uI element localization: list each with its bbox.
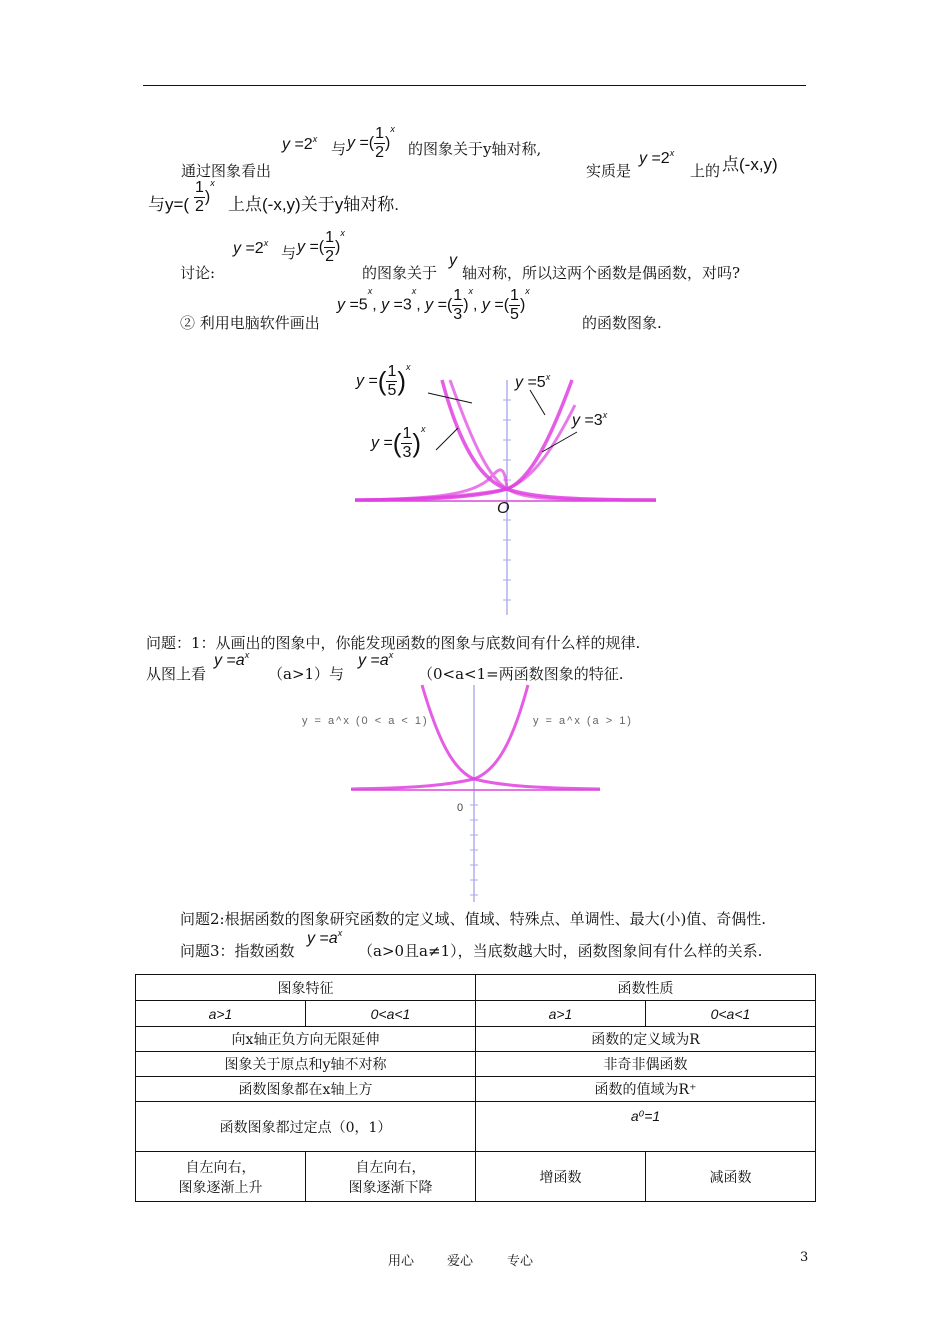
discuss-text: 的图象关于 (362, 264, 438, 282)
discuss-tail: 轴对称，所以这两个函数是偶函数，对吗? (462, 264, 741, 282)
footer-left: 用心 (388, 1254, 415, 1269)
footer-mid: 爱心 (447, 1254, 474, 1269)
label-one-third: y =( $\frac{1}{3}$ )$^x$ (371, 424, 426, 461)
cond-a-gt-1-right: a>1 (476, 1001, 646, 1027)
leader-five (530, 390, 545, 415)
row-domain-feature: 向x轴正负方向无限延伸 (136, 1027, 476, 1052)
properties-table (135, 974, 816, 1202)
discuss-label: 讨论: (180, 264, 216, 282)
discuss-axis: y (449, 252, 457, 269)
header-properties: 函数性质 (476, 975, 816, 1001)
monotonic-rising-a: 自左向右， (185, 1159, 256, 1176)
footer-right: 专心 (507, 1254, 534, 1269)
row-monotonic-a-lt-1 (305, 1152, 475, 1202)
origin-label-1: O (497, 500, 510, 517)
question-1: 问题：1：从画出的图象中，你能发现函数的图象与底数间有什么样的规律. (146, 634, 641, 652)
monotonic-falling-b: 图象逐渐下降 (348, 1179, 433, 1196)
row-increasing: 增函数 (476, 1152, 646, 1202)
step2-label: ② 利用电脑软件画出 (180, 314, 320, 332)
q1b-formula-a: $y =a^x$ (214, 650, 250, 669)
q3-formula: $y =a^x$ (307, 928, 343, 947)
origin-label-2: 0 (457, 802, 464, 814)
chart2-label-right: y = a^x (a > 1) (533, 715, 633, 727)
q1b-cond1: （a>1）与 (268, 665, 345, 683)
line1-essence: 实质是 (586, 162, 632, 180)
line2-frac: $\frac{1}{2}$ )$^x$ (195, 178, 215, 215)
cond-a-between-right: 0<a<1 (645, 1001, 815, 1027)
line1-right: 的图象关于y轴对称, (408, 140, 542, 158)
chart2-label-left: y = a^x (0 < a < 1) (302, 715, 429, 727)
q1b-start: 从图上看 (146, 665, 207, 683)
formula-y-half-x: y =( $\frac{1}{2}$ )$^x$ (347, 124, 395, 161)
step2-tail: 的函数图象. (582, 314, 662, 332)
row-range-feature: 函数图象都在x轴上方 (136, 1077, 476, 1102)
q3-start: 问题3：指数函数 (180, 942, 295, 960)
header-features: 图象特征 (136, 975, 476, 1001)
row-domain-property: 函数的定义域为R (476, 1027, 816, 1052)
row-symmetry-feature: 图象关于原点和y轴不对称 (136, 1052, 476, 1077)
row-monotonic-a-gt-1 (136, 1152, 306, 1202)
line1-on: 上的 (690, 162, 721, 180)
line1-left: 通过图象看出 (181, 162, 272, 180)
exponential-chart-2 (348, 680, 604, 905)
step2-formulas: $y =5^x$, $y =3^x$, y =( $\frac{1}{3}$ )$^x$, y =( $\frac{1}{5}$ )$^x$ (337, 286, 530, 323)
q3-end: （a>0且a≠1），当底数越大时，函数图象间有什么样的关系. (358, 942, 763, 960)
formula-y-2x: $y =2^x$ (282, 134, 318, 153)
monotonic-rising-b: 图象逐渐上升 (178, 1179, 263, 1196)
leader-one-third (436, 428, 458, 450)
discuss-with: 与 (281, 244, 297, 262)
row-symmetry-property: 非奇非偶函数 (476, 1052, 816, 1077)
header-rule (143, 85, 806, 86)
line1-point: 点(-x,y) (722, 155, 778, 174)
row-range-property: 函数的值域为R⁺ (476, 1077, 816, 1102)
discuss-formula-b: y =( $\frac{1}{2}$ )$^x$ (297, 228, 345, 265)
label-one-fifth: y =( $\frac{1}{5}$ )$^x$ (356, 362, 411, 399)
formula-y-2x-b: $y =2^x$ (639, 148, 675, 167)
cond-a-between-left: 0<a<1 (305, 1001, 475, 1027)
line1-mid: 与 (331, 140, 347, 158)
label-three: $y =3^x$ (572, 410, 608, 429)
q1b-formula-b: $y =a^x$ (358, 650, 394, 669)
row-fixed-point-feature: 函数图象都过定点（0，1） (136, 1102, 476, 1152)
exponential-chart-1 (350, 360, 670, 620)
discuss-formula-a: $y =2^x$ (233, 238, 269, 257)
row-decreasing: 减函数 (645, 1152, 815, 1202)
label-five: $y =5^x$ (515, 372, 551, 391)
question-2: 问题2:根据函数的图象研究函数的定义域、值域、特殊点、单调性、最大(小)值、奇偶性. (180, 910, 767, 928)
line2-end: 上点(-x,y)关于y轴对称. (228, 195, 399, 214)
q1b-cond2: （0<a<1=两函数图象的特征. (418, 665, 624, 683)
row-fixed-point-property: a⁰=1 (476, 1102, 816, 1152)
monotonic-falling-a: 自左向右， (355, 1159, 426, 1176)
line2-start: 与y=( (148, 195, 190, 214)
cond-a-gt-1-left: a>1 (136, 1001, 306, 1027)
page-number: 3 (800, 1250, 809, 1265)
